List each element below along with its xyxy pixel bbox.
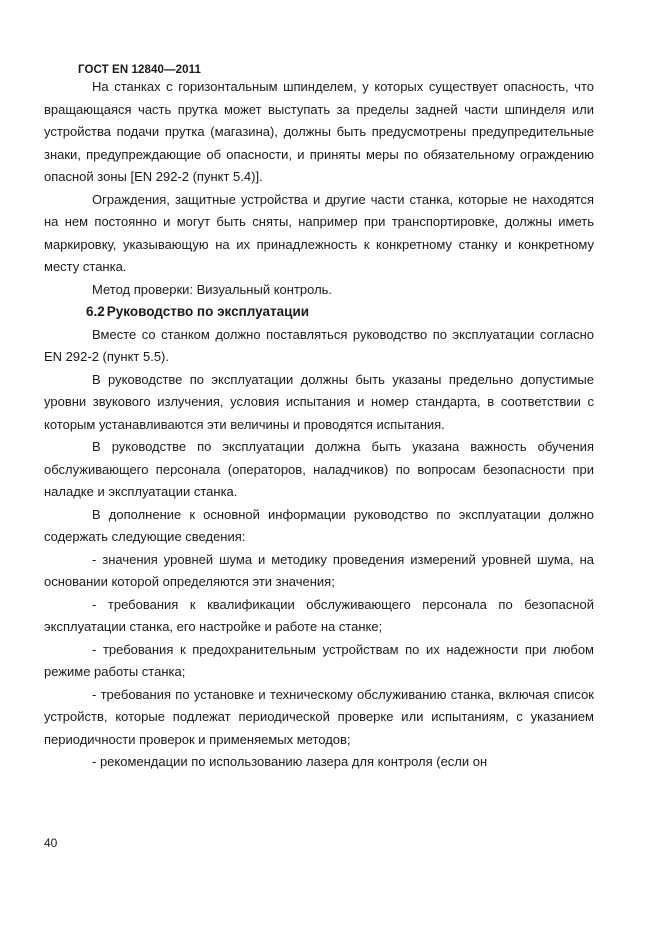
standard-header: ГОСТ EN 12840—2011 bbox=[78, 64, 201, 76]
paragraph-noise-levels: В руководстве по эксплуатации должны быть указаны предельно допустимые уровни звукового излучения, условия испытания и номер стандарта, в соответствии с которым устанавливаются эти величины и проводятся испытания. bbox=[44, 371, 594, 432]
paragraph-manual-supply: Вместе со станком должно поставляться руководство по эксплуатации согласно EN 292-2 (пункт 5.5). bbox=[44, 326, 594, 364]
section-title: Руководство по эксплуатации bbox=[106, 304, 310, 319]
paragraph-guards-marking: Ограждения, защитные устройства и другие части станка, которые не находятся на нем постоянно и могут быть сняты, например при транспортировке, должны иметь маркировку, указывающую на их принадлежность к конкретному станку и конкретному месту станка. bbox=[44, 191, 594, 274]
section-heading bbox=[44, 301, 594, 324]
list-item-qualification: - требования к квалификации обслуживающего персонала по безопасной эксплуатации станка, его настройке и работе на станке; bbox=[44, 596, 594, 634]
list-item-noise-method: - значения уровней шума и методику проведения измерений уровней шума, на основании которой определяются эти значения; bbox=[44, 551, 594, 589]
paragraph-additional-info: В дополнение к основной информации руководство по эксплуатации должно содержать следующие сведения: bbox=[44, 506, 594, 544]
paragraph-verification-method: Метод проверки: Визуальный контроль. bbox=[92, 281, 333, 297]
paragraph-spindle-hazard: На станках с горизонтальным шпинделем, у которых существует опасность, что вращающаяся часть прутка может выступать за пределы задней части шпинделя или устройства подачи прутка (магазина), должны быть предусмотрены предупредительные знаки, предупреждающие об опасности, и приняты меры по обязательному ограждению опасной зоны [EN 292-2 (пункт 5.4)]. bbox=[44, 79, 594, 184]
paragraph-training: В руководстве по эксплуатации должна быть указана важность обучения обслуживающего персонала (операторов, наладчиков) по вопросам безопасности при наладке и эксплуатации станка. bbox=[44, 439, 594, 499]
page-number: 40 bbox=[44, 836, 58, 850]
list-item-laser: - рекомендации по использованию лазера для контроля (если он bbox=[92, 754, 488, 769]
list-item-safety-devices: - требования к предохранительным устройствам по их надежности при любом режиме работы станка; bbox=[44, 641, 594, 679]
list-item-installation: - требования по установке и техническому обслуживанию станка, включая список устройств, которые подлежат периодической проверке или испытаниям, с указанием периодичности проверок и применяемых методов; bbox=[44, 686, 594, 747]
section-number: 6.2 bbox=[86, 304, 105, 319]
document-body bbox=[44, 76, 594, 774]
